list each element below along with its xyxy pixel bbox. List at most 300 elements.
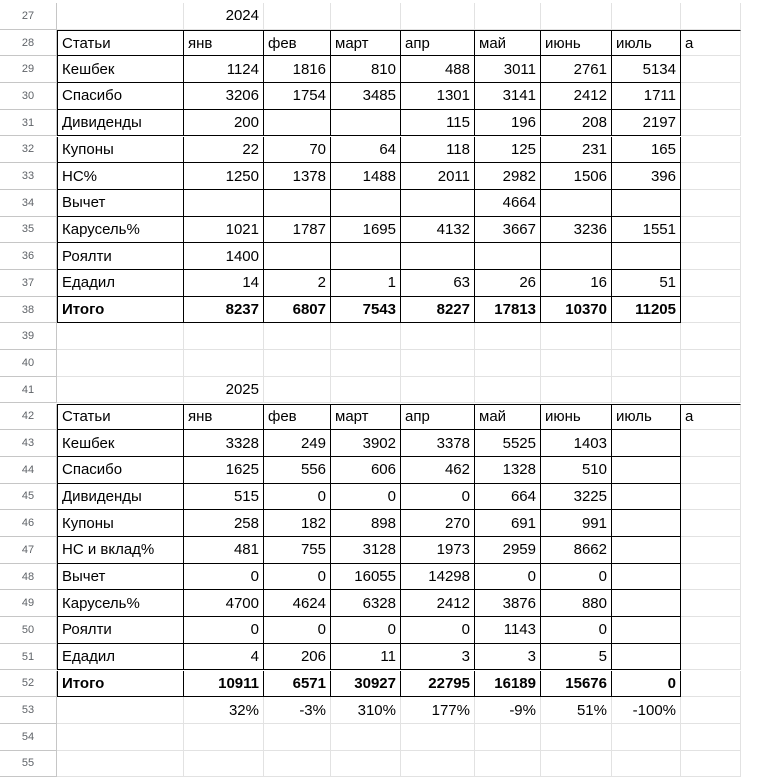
column-header-cell-r42-c3[interactable]: март — [331, 404, 401, 431]
cell-r38-c4[interactable]: 8227 — [401, 297, 475, 324]
cell-r29-c6[interactable]: 2761 — [541, 56, 612, 83]
cell-r55-c2[interactable] — [264, 751, 331, 777]
cell-r44-c3[interactable]: 606 — [331, 457, 401, 484]
cell-r43-c7[interactable] — [612, 430, 681, 457]
cell-r38-c6[interactable]: 10370 — [541, 297, 612, 324]
cell-r29-c7[interactable]: 5134 — [612, 56, 681, 83]
cell-r38-c2[interactable]: 6807 — [264, 297, 331, 324]
cell-r30-c8[interactable] — [681, 83, 741, 110]
cell-r38-c3[interactable]: 7543 — [331, 297, 401, 324]
cell-r52-c5[interactable]: 16189 — [475, 671, 541, 698]
cell-r48-c2[interactable]: 0 — [264, 564, 331, 591]
row-number[interactable]: 31 — [0, 110, 57, 137]
row-number[interactable]: 53 — [0, 697, 57, 724]
cell-r50-c1[interactable]: 0 — [184, 617, 264, 644]
cell-r54-c3[interactable] — [331, 724, 401, 751]
cell-r48-c6[interactable]: 0 — [541, 564, 612, 591]
row-number[interactable]: 32 — [0, 137, 57, 164]
cell-r34-c2[interactable] — [264, 190, 331, 217]
cell-r48-c4[interactable]: 14298 — [401, 564, 475, 591]
cell-r39-c8[interactable] — [681, 323, 741, 350]
row-number[interactable]: 30 — [0, 83, 57, 110]
cell-r29-c0[interactable]: Кешбек — [57, 56, 184, 83]
cell-r55-c1[interactable] — [184, 751, 264, 777]
cell-r45-c0[interactable]: Дивиденды — [57, 484, 184, 511]
cell-r44-c5[interactable]: 1328 — [475, 457, 541, 484]
cell-r36-c4[interactable] — [401, 243, 475, 270]
cell-r45-c8[interactable] — [681, 484, 741, 511]
row-number[interactable]: 50 — [0, 617, 57, 644]
cell-r30-c1[interactable]: 3206 — [184, 83, 264, 110]
cell-r49-c7[interactable] — [612, 590, 681, 617]
row-number[interactable]: 28 — [0, 30, 57, 57]
cell-r33-c6[interactable]: 1506 — [541, 163, 612, 190]
cell-r46-c3[interactable]: 898 — [331, 510, 401, 537]
cell-r47-c2[interactable]: 755 — [264, 537, 331, 564]
cell-r43-c5[interactable]: 5525 — [475, 430, 541, 457]
row-number[interactable]: 46 — [0, 510, 57, 537]
sheet-row-54 — [0, 724, 760, 751]
cell-r45-c2[interactable]: 0 — [264, 484, 331, 511]
cell-r37-c5[interactable]: 26 — [475, 270, 541, 297]
cell-r49-c3[interactable]: 6328 — [331, 590, 401, 617]
cell-r41-c0[interactable] — [57, 377, 184, 404]
cell-r45-c6[interactable]: 3225 — [541, 484, 612, 511]
cell-r39-c3[interactable] — [331, 323, 401, 350]
cell-r40-c5[interactable] — [475, 350, 541, 377]
sheet-row-39 — [0, 323, 760, 350]
cell-r31-c1[interactable]: 200 — [184, 110, 264, 137]
row-number[interactable]: 47 — [0, 537, 57, 564]
row-number[interactable]: 40 — [0, 350, 57, 377]
cell-r55-c5[interactable] — [475, 751, 541, 777]
cell-r51-c5[interactable]: 3 — [475, 644, 541, 671]
cell-r29-c1[interactable]: 1124 — [184, 56, 264, 83]
cell-r40-c7[interactable] — [612, 350, 681, 377]
cell-r51-c4[interactable]: 3 — [401, 644, 475, 671]
cell-r36-c3[interactable] — [331, 243, 401, 270]
cell-r45-c5[interactable]: 664 — [475, 484, 541, 511]
cell-r55-c4[interactable] — [401, 751, 475, 777]
cell-r30-c7[interactable]: 1711 — [612, 83, 681, 110]
cell-r37-c7[interactable]: 51 — [612, 270, 681, 297]
cell-r52-c4[interactable]: 22795 — [401, 671, 475, 698]
row-number[interactable]: 54 — [0, 724, 57, 751]
cell-r35-c4[interactable]: 4132 — [401, 217, 475, 244]
cell-r32-c3[interactable]: 64 — [331, 137, 401, 164]
cell-r53-c3[interactable]: 310% — [331, 697, 401, 724]
cell-r40-c1[interactable] — [184, 350, 264, 377]
cell-r54-c7[interactable] — [612, 724, 681, 751]
cell-r40-c6[interactable] — [541, 350, 612, 377]
cell-r54-c4[interactable] — [401, 724, 475, 751]
cell-r40-c0[interactable] — [57, 350, 184, 377]
cell-r27-c3[interactable] — [331, 3, 401, 30]
row-number[interactable]: 42 — [0, 404, 57, 431]
cell-r41-c3[interactable] — [331, 377, 401, 404]
cell-r49-c0[interactable]: Карусель% — [57, 590, 184, 617]
cell-r41-c8[interactable] — [681, 377, 741, 404]
cell-r50-c6[interactable]: 0 — [541, 617, 612, 644]
cell-r39-c7[interactable] — [612, 323, 681, 350]
cell-r41-c4[interactable] — [401, 377, 475, 404]
cell-r51-c3[interactable]: 11 — [331, 644, 401, 671]
cell-r48-c8[interactable] — [681, 564, 741, 591]
cell-r36-c8[interactable] — [681, 243, 741, 270]
cell-r45-c3[interactable]: 0 — [331, 484, 401, 511]
cell-r47-c8[interactable] — [681, 537, 741, 564]
cell-r32-c2[interactable]: 70 — [264, 137, 331, 164]
cell-r51-c0[interactable]: Едадил — [57, 644, 184, 671]
cell-r44-c2[interactable]: 556 — [264, 457, 331, 484]
cell-r32-c1[interactable]: 22 — [184, 137, 264, 164]
cell-r50-c2[interactable]: 0 — [264, 617, 331, 644]
sheet-row-53 — [0, 697, 760, 724]
cell-r35-c6[interactable]: 3236 — [541, 217, 612, 244]
cell-r46-c5[interactable]: 691 — [475, 510, 541, 537]
cell-r33-c5[interactable]: 2982 — [475, 163, 541, 190]
cell-r34-c3[interactable] — [331, 190, 401, 217]
cell-r34-c4[interactable] — [401, 190, 475, 217]
cell-r46-c2[interactable]: 182 — [264, 510, 331, 537]
cell-r50-c5[interactable]: 1143 — [475, 617, 541, 644]
column-header-cell-r42-c0[interactable]: Статьи — [57, 404, 184, 431]
cell-r27-c1[interactable]: 2024 — [184, 3, 264, 30]
column-header-cell-r28-c4[interactable]: апр — [401, 30, 475, 57]
column-header-cell-r28-c2[interactable]: фев — [264, 30, 331, 57]
cell-r43-c8[interactable] — [681, 430, 741, 457]
cell-r52-c7[interactable]: 0 — [612, 671, 681, 698]
column-header-cell-r42-c1[interactable]: янв — [184, 404, 264, 431]
cell-r37-c0[interactable]: Едадил — [57, 270, 184, 297]
cell-r33-c1[interactable]: 1250 — [184, 163, 264, 190]
cell-r38-c7[interactable]: 11205 — [612, 297, 681, 324]
cell-r46-c0[interactable]: Купоны — [57, 510, 184, 537]
cell-r47-c0[interactable]: НС и вклад% — [57, 537, 184, 564]
cell-r45-c4[interactable]: 0 — [401, 484, 475, 511]
cell-r54-c0[interactable] — [57, 724, 184, 751]
cell-r39-c4[interactable] — [401, 323, 475, 350]
cell-r50-c3[interactable]: 0 — [331, 617, 401, 644]
cell-r53-c4[interactable]: 177% — [401, 697, 475, 724]
row-number[interactable]: 29 — [0, 56, 57, 83]
cell-r34-c0[interactable]: Вычет — [57, 190, 184, 217]
column-header-cell-r28-c8[interactable]: а — [681, 30, 741, 57]
cell-r35-c2[interactable]: 1787 — [264, 217, 331, 244]
cell-r38-c0[interactable]: Итого — [57, 297, 184, 324]
row-number[interactable]: 33 — [0, 163, 57, 190]
cell-r33-c8[interactable] — [681, 163, 741, 190]
cell-r48-c3[interactable]: 16055 — [331, 564, 401, 591]
column-header-cell-r42-c5[interactable]: май — [475, 404, 541, 431]
cell-r46-c8[interactable] — [681, 510, 741, 537]
cell-r37-c6[interactable]: 16 — [541, 270, 612, 297]
cell-r30-c6[interactable]: 2412 — [541, 83, 612, 110]
cell-r34-c8[interactable] — [681, 190, 741, 217]
cell-r32-c6[interactable]: 231 — [541, 137, 612, 164]
cell-r31-c3[interactable] — [331, 110, 401, 137]
cell-r52-c1[interactable]: 10911 — [184, 671, 264, 698]
cell-r36-c0[interactable]: Роялти — [57, 243, 184, 270]
column-header-cell-r28-c6[interactable]: июнь — [541, 30, 612, 57]
cell-r52-c6[interactable]: 15676 — [541, 671, 612, 698]
cell-r55-c0[interactable] — [57, 751, 184, 777]
cell-r48-c1[interactable]: 0 — [184, 564, 264, 591]
cell-r50-c0[interactable]: Роялти — [57, 617, 184, 644]
cell-r41-c1[interactable]: 2025 — [184, 377, 264, 404]
cell-r43-c0[interactable]: Кешбек — [57, 430, 184, 457]
cell-r36-c6[interactable] — [541, 243, 612, 270]
cell-r30-c4[interactable]: 1301 — [401, 83, 475, 110]
cell-r47-c1[interactable]: 481 — [184, 537, 264, 564]
cell-r53-c7[interactable]: -100% — [612, 697, 681, 724]
cell-r55-c6[interactable] — [541, 751, 612, 777]
cell-r40-c8[interactable] — [681, 350, 741, 377]
cell-r27-c8[interactable] — [681, 3, 741, 30]
cell-r39-c2[interactable] — [264, 323, 331, 350]
cell-r29-c3[interactable]: 810 — [331, 56, 401, 83]
cell-r36-c5[interactable] — [475, 243, 541, 270]
row-number[interactable]: 35 — [0, 217, 57, 244]
cell-r29-c8[interactable] — [681, 56, 741, 83]
cell-r49-c1[interactable]: 4700 — [184, 590, 264, 617]
cell-r27-c7[interactable] — [612, 3, 681, 30]
cell-r31-c0[interactable]: Дивиденды — [57, 110, 184, 137]
row-number[interactable]: 37 — [0, 270, 57, 297]
row-number[interactable]: 48 — [0, 564, 57, 591]
cell-r47-c5[interactable]: 2959 — [475, 537, 541, 564]
cell-r39-c6[interactable] — [541, 323, 612, 350]
cell-r50-c4[interactable]: 0 — [401, 617, 475, 644]
row-number[interactable]: 34 — [0, 190, 57, 217]
cell-r54-c5[interactable] — [475, 724, 541, 751]
cell-r36-c1[interactable]: 1400 — [184, 243, 264, 270]
cell-r44-c7[interactable] — [612, 457, 681, 484]
cell-r40-c3[interactable] — [331, 350, 401, 377]
cell-r46-c1[interactable]: 258 — [184, 510, 264, 537]
cell-r52-c0[interactable]: Итого — [57, 671, 184, 698]
cell-r49-c8[interactable] — [681, 590, 741, 617]
cell-r35-c7[interactable]: 1551 — [612, 217, 681, 244]
cell-r47-c6[interactable]: 8662 — [541, 537, 612, 564]
cell-r31-c6[interactable]: 208 — [541, 110, 612, 137]
column-header-cell-r42-c8[interactable]: а — [681, 404, 741, 431]
cell-r38-c5[interactable]: 17813 — [475, 297, 541, 324]
cell-r52-c3[interactable]: 30927 — [331, 671, 401, 698]
cell-r29-c2[interactable]: 1816 — [264, 56, 331, 83]
cell-r49-c5[interactable]: 3876 — [475, 590, 541, 617]
cell-r31-c8[interactable] — [681, 110, 741, 137]
cell-r43-c2[interactable]: 249 — [264, 430, 331, 457]
row-number[interactable]: 39 — [0, 323, 57, 350]
row-number[interactable]: 55 — [0, 751, 57, 777]
cell-r53-c2[interactable]: -3% — [264, 697, 331, 724]
cell-r51-c7[interactable] — [612, 644, 681, 671]
cell-r49-c4[interactable]: 2412 — [401, 590, 475, 617]
cell-r32-c5[interactable]: 125 — [475, 137, 541, 164]
cell-r33-c4[interactable]: 2011 — [401, 163, 475, 190]
cell-r30-c0[interactable]: Спасибо — [57, 83, 184, 110]
cell-r33-c7[interactable]: 396 — [612, 163, 681, 190]
cell-r34-c5[interactable]: 4664 — [475, 190, 541, 217]
cell-r43-c4[interactable]: 3378 — [401, 430, 475, 457]
column-header-cell-r42-c4[interactable]: апр — [401, 404, 475, 431]
cell-r53-c8[interactable] — [681, 697, 741, 724]
cell-r47-c7[interactable] — [612, 537, 681, 564]
cell-r44-c8[interactable] — [681, 457, 741, 484]
cell-r27-c2[interactable] — [264, 3, 331, 30]
cell-r44-c4[interactable]: 462 — [401, 457, 475, 484]
cell-r46-c6[interactable]: 991 — [541, 510, 612, 537]
cell-r39-c5[interactable] — [475, 323, 541, 350]
cell-r37-c1[interactable]: 14 — [184, 270, 264, 297]
cell-r46-c4[interactable]: 270 — [401, 510, 475, 537]
column-header-cell-r28-c1[interactable]: янв — [184, 30, 264, 57]
cell-r35-c8[interactable] — [681, 217, 741, 244]
cell-r53-c0[interactable] — [57, 697, 184, 724]
cell-r51-c8[interactable] — [681, 644, 741, 671]
cell-r55-c8[interactable] — [681, 751, 741, 777]
cell-r54-c6[interactable] — [541, 724, 612, 751]
cell-r30-c2[interactable]: 1754 — [264, 83, 331, 110]
cell-r48-c5[interactable]: 0 — [475, 564, 541, 591]
column-header-cell-r28-c0[interactable]: Статьи — [57, 30, 184, 57]
cell-r40-c4[interactable] — [401, 350, 475, 377]
cell-r31-c2[interactable] — [264, 110, 331, 137]
cell-r38-c8[interactable] — [681, 297, 741, 324]
cell-r33-c2[interactable]: 1378 — [264, 163, 331, 190]
cell-r35-c3[interactable]: 1695 — [331, 217, 401, 244]
row-number[interactable]: 43 — [0, 430, 57, 457]
cell-r29-c5[interactable]: 3011 — [475, 56, 541, 83]
cell-r38-c1[interactable]: 8237 — [184, 297, 264, 324]
sheet-row-31 — [0, 110, 760, 137]
cell-r39-c1[interactable] — [184, 323, 264, 350]
cell-r44-c1[interactable]: 1625 — [184, 457, 264, 484]
cell-r30-c5[interactable]: 3141 — [475, 83, 541, 110]
column-header-cell-r28-c7[interactable]: июль — [612, 30, 681, 57]
sheet-row-42 — [0, 404, 760, 431]
cell-r43-c3[interactable]: 3902 — [331, 430, 401, 457]
cell-r54-c8[interactable] — [681, 724, 741, 751]
cell-r43-c6[interactable]: 1403 — [541, 430, 612, 457]
row-number[interactable]: 44 — [0, 457, 57, 484]
cell-r27-c6[interactable] — [541, 3, 612, 30]
cell-r27-c0[interactable] — [57, 3, 184, 30]
cell-r37-c2[interactable]: 2 — [264, 270, 331, 297]
cell-r50-c7[interactable] — [612, 617, 681, 644]
cell-r48-c7[interactable] — [612, 564, 681, 591]
column-header-cell-r28-c3[interactable]: март — [331, 30, 401, 57]
cell-r27-c5[interactable] — [475, 3, 541, 30]
cell-r54-c2[interactable] — [264, 724, 331, 751]
cell-r49-c6[interactable]: 880 — [541, 590, 612, 617]
column-header-cell-r42-c7[interactable]: июль — [612, 404, 681, 431]
sheet-row-44 — [0, 457, 760, 484]
row-number[interactable]: 49 — [0, 590, 57, 617]
cell-r31-c7[interactable]: 2197 — [612, 110, 681, 137]
cell-r48-c0[interactable]: Вычет — [57, 564, 184, 591]
cell-r31-c4[interactable]: 115 — [401, 110, 475, 137]
cell-r34-c6[interactable] — [541, 190, 612, 217]
cell-r55-c7[interactable] — [612, 751, 681, 777]
cell-r41-c6[interactable] — [541, 377, 612, 404]
cell-r39-c0[interactable] — [57, 323, 184, 350]
cell-r53-c6[interactable]: 51% — [541, 697, 612, 724]
cell-r52-c8[interactable] — [681, 671, 741, 698]
column-header-cell-r28-c5[interactable]: май — [475, 30, 541, 57]
cell-r32-c7[interactable]: 165 — [612, 137, 681, 164]
row-number[interactable]: 51 — [0, 644, 57, 671]
cell-r51-c2[interactable]: 206 — [264, 644, 331, 671]
cell-r35-c0[interactable]: Карусель% — [57, 217, 184, 244]
cell-r50-c8[interactable] — [681, 617, 741, 644]
cell-r33-c3[interactable]: 1488 — [331, 163, 401, 190]
column-header-cell-r42-c6[interactable]: июнь — [541, 404, 612, 431]
cell-r34-c7[interactable] — [612, 190, 681, 217]
cell-r43-c1[interactable]: 3328 — [184, 430, 264, 457]
row-number[interactable]: 52 — [0, 671, 57, 698]
cell-r36-c2[interactable] — [264, 243, 331, 270]
cell-r37-c4[interactable]: 63 — [401, 270, 475, 297]
cell-r33-c0[interactable]: НС% — [57, 163, 184, 190]
cell-r36-c7[interactable] — [612, 243, 681, 270]
cell-r47-c3[interactable]: 3128 — [331, 537, 401, 564]
sheet-row-29 — [0, 56, 760, 83]
cell-r46-c7[interactable] — [612, 510, 681, 537]
cell-r53-c5[interactable]: -9% — [475, 697, 541, 724]
sheet-row-38 — [0, 297, 760, 324]
cell-r31-c5[interactable]: 196 — [475, 110, 541, 137]
cell-r41-c7[interactable] — [612, 377, 681, 404]
cell-r29-c4[interactable]: 488 — [401, 56, 475, 83]
cell-r51-c6[interactable]: 5 — [541, 644, 612, 671]
cell-r44-c0[interactable]: Спасибо — [57, 457, 184, 484]
cell-r32-c0[interactable]: Купоны — [57, 137, 184, 164]
cell-r41-c5[interactable] — [475, 377, 541, 404]
cell-r34-c1[interactable] — [184, 190, 264, 217]
column-header-cell-r42-c2[interactable]: фев — [264, 404, 331, 431]
cell-r40-c2[interactable] — [264, 350, 331, 377]
cell-r32-c4[interactable]: 118 — [401, 137, 475, 164]
sheet-row-27 — [0, 3, 760, 30]
row-number[interactable]: 41 — [0, 377, 57, 404]
cell-r32-c8[interactable] — [681, 137, 741, 164]
cell-r44-c6[interactable]: 510 — [541, 457, 612, 484]
cell-r41-c2[interactable] — [264, 377, 331, 404]
row-number[interactable]: 27 — [0, 3, 57, 30]
cell-r35-c1[interactable]: 1021 — [184, 217, 264, 244]
cell-r49-c2[interactable]: 4624 — [264, 590, 331, 617]
cell-r35-c5[interactable]: 3667 — [475, 217, 541, 244]
row-number[interactable]: 36 — [0, 243, 57, 270]
cell-r52-c2[interactable]: 6571 — [264, 671, 331, 698]
cell-r45-c1[interactable]: 515 — [184, 484, 264, 511]
row-number[interactable]: 38 — [0, 297, 57, 324]
cell-r55-c3[interactable] — [331, 751, 401, 777]
cell-r51-c1[interactable]: 4 — [184, 644, 264, 671]
sheet-row-33 — [0, 163, 760, 190]
cell-r53-c1[interactable]: 32% — [184, 697, 264, 724]
cell-r27-c4[interactable] — [401, 3, 475, 30]
cell-r30-c3[interactable]: 3485 — [331, 83, 401, 110]
cell-r37-c3[interactable]: 1 — [331, 270, 401, 297]
cell-r47-c4[interactable]: 1973 — [401, 537, 475, 564]
cell-r54-c1[interactable] — [184, 724, 264, 751]
cell-r45-c7[interactable] — [612, 484, 681, 511]
cell-r37-c8[interactable] — [681, 270, 741, 297]
row-number[interactable]: 45 — [0, 484, 57, 511]
